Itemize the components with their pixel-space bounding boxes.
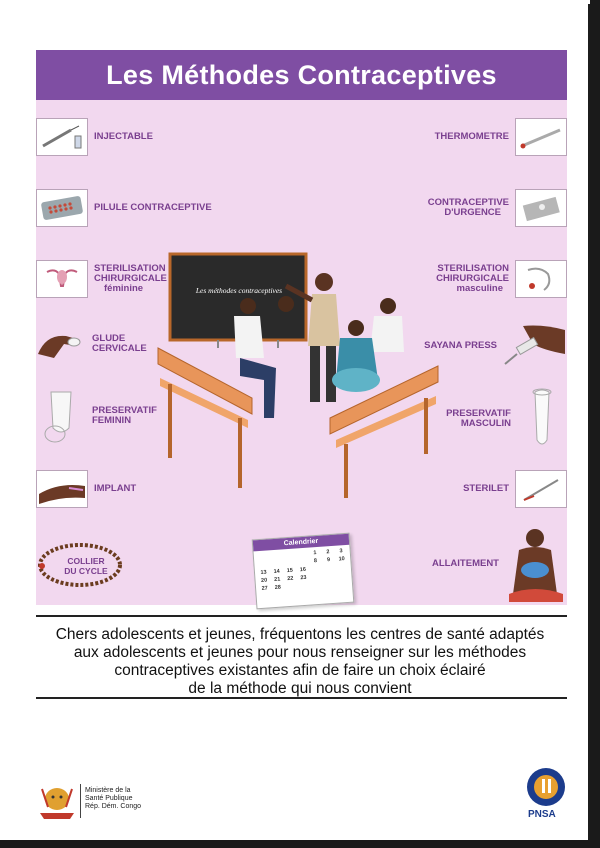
uterus-icon [36, 260, 88, 298]
method-iud [463, 470, 567, 508]
method-label: PRESERVATIF FEMININ [92, 405, 157, 426]
calendar-day: 10 [338, 556, 345, 563]
method-sterilisation-male [436, 260, 567, 298]
method-cycle-beads [36, 540, 124, 590]
calendar-day [310, 581, 324, 590]
calendar-day: 14 [273, 568, 280, 576]
method-sterilisation-female [36, 260, 167, 298]
pnsa-logo [526, 767, 566, 807]
thermometer-icon [515, 118, 567, 156]
page-edge-right [590, 0, 600, 848]
syringe-icon [36, 118, 88, 156]
illustration-panel [36, 100, 567, 605]
separator-top [36, 615, 567, 617]
calendar-day [284, 582, 298, 591]
method-label: ALLAITEMENT [431, 558, 499, 569]
pnsa-label: PNSA [528, 809, 556, 820]
male-condom-icon [517, 388, 567, 450]
ministry-line: Ministère de la [85, 787, 131, 794]
calendar-day: 13 [260, 569, 267, 576]
male-anatomy-icon [515, 260, 567, 298]
method-label: STERILISATION CHIRURGICALE masculine [436, 263, 509, 294]
message-line: Chers adolescents et jeunes, fréquentons les centres de santé adaptés [55, 626, 545, 643]
method-label: STERILISATION CHIRURGICALE féminine [94, 263, 167, 294]
poster-title: Les Méthodes Contraceptives [36, 50, 567, 100]
method-label: PRESERVATIF MASCULIN [446, 408, 511, 429]
method-breastfeeding [432, 524, 567, 604]
method-injectable [36, 118, 153, 156]
calendar-day: 21 [273, 576, 281, 584]
calendar-day: 23 [300, 574, 307, 582]
sayana-injection-icon [503, 324, 567, 368]
method-implant [36, 470, 136, 508]
breastfeeding-icon [505, 524, 567, 604]
calendar-grid [254, 545, 353, 596]
pill-pack-icon [36, 189, 88, 227]
female-condom-icon [36, 388, 86, 444]
method-pill [36, 189, 212, 227]
iud-icon [515, 470, 567, 508]
arm-implant-icon [36, 470, 88, 508]
calendar-day [297, 582, 311, 591]
message-line: contraceptives existantes afin de faire un choix éclairé [114, 662, 486, 679]
method-label: INJECTABLE [94, 131, 153, 142]
method-male-condom [446, 388, 567, 450]
classroom-illustration [156, 248, 446, 508]
emergency-pill-icon [515, 189, 567, 227]
calendar-day: 1 [313, 550, 317, 557]
calendar-day: 20 [260, 577, 268, 584]
method-label: STERILET [463, 483, 509, 494]
page-edge-bottom [0, 840, 600, 848]
message-line: de la méthode qui nous convient [188, 680, 412, 697]
method-label: SAYANA PRESS [424, 340, 497, 351]
calendar-day: 2 [326, 549, 330, 556]
calendar-day: 9 [326, 557, 331, 564]
calendar-day: 16 [299, 566, 307, 574]
method-female-condom [36, 388, 157, 444]
method-emergency [428, 189, 567, 227]
method-label: PILULE CONTRACEPTIVE [94, 202, 212, 213]
ministry-name [85, 787, 141, 811]
ministry-seal-logo [36, 779, 78, 821]
calendar-header: Calendrier [253, 534, 350, 552]
separator-bottom [36, 697, 567, 699]
method-label: CONTRACEPTIVE D'URGENCE [427, 197, 509, 218]
calendar-day: 22 [287, 575, 294, 583]
ministry-line: Santé Publique [85, 795, 133, 802]
blackboard-text: Les méthodes contraceptives [195, 286, 283, 295]
message-line: aux adolescents et jeunes pour nous renseigner sur les méthodes [73, 644, 527, 661]
cycle-beads-icon [36, 540, 124, 590]
calendar-day: 28 [274, 584, 282, 592]
ministry-divider [80, 784, 81, 818]
calendar-day: 27 [261, 585, 268, 592]
calendar-icon [252, 533, 355, 610]
calendar-day [337, 579, 351, 588]
method-label: COLLIER DU CYCLE [64, 556, 108, 576]
calendar-day [323, 580, 337, 589]
method-thermometer [435, 118, 567, 156]
campaign-message [20, 626, 580, 698]
method-cervical-cap [36, 324, 147, 364]
method-label: THERMOMETRE [434, 131, 509, 142]
calendar-day: 3 [339, 548, 343, 555]
ministry-line: Rép. Dém. Congo [85, 803, 142, 810]
calendar-day: 15 [286, 567, 294, 575]
method-label: GLUDE CERVICALE [92, 333, 147, 354]
method-label: IMPLANT [94, 483, 137, 494]
calendar-day: 8 [313, 558, 318, 565]
hand-icon [36, 324, 86, 364]
